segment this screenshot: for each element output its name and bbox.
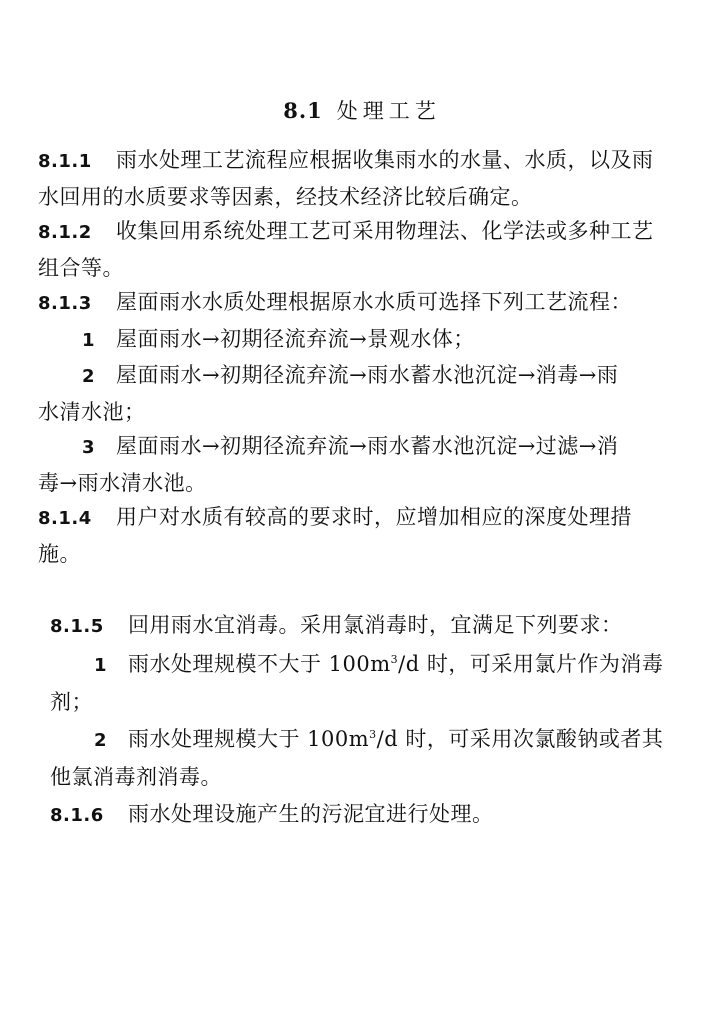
section-number: 8.1 — [283, 98, 323, 123]
clause-8-1-2-line2: 组合等。 — [38, 255, 124, 280]
clause-text: 用户对水质有较高的要求时，应增加相应的深度处理措 — [116, 505, 632, 529]
item-number: 2 — [82, 366, 96, 387]
clause-8-1-5-line1 — [50, 607, 672, 646]
clause-text: 雨水处理设施产生的污泥宜进行处理。 — [128, 801, 494, 826]
clauses-upper — [38, 143, 660, 571]
item-text: 屋面雨水→初期径流弃流→雨水蓄水池沉淀→消毒→雨 — [116, 363, 619, 387]
item-number: 1 — [94, 654, 108, 676]
clause-8-1-4-line1 — [38, 500, 660, 537]
clause-number: 8.1.5 — [50, 616, 104, 637]
superscript: 3 — [369, 727, 377, 741]
clause-8-1-5-item2 — [50, 721, 672, 760]
clause-8-1-1-line2: 水回用的水质要求等因素，经技术经济比较后确定。 — [38, 184, 533, 209]
section-title — [0, 96, 724, 126]
clause-text: 屋面雨水水质处理根据原水水质可选择下列工艺流程： — [116, 290, 632, 314]
item-text-pre: 雨水处理规模大于 100m — [128, 726, 370, 751]
superscript: 3 — [390, 652, 399, 666]
item-number: 3 — [82, 437, 96, 458]
clauses-lower — [50, 607, 672, 834]
clause-8-1-3-item2-cont: 水清水池； — [38, 399, 146, 424]
item-text-post: /d 时，可采用次氯酸钠或者其 — [376, 726, 664, 751]
item-text-pre: 雨水处理规模不大于 100m — [128, 651, 391, 676]
clause-text: 雨水处理工艺流程应根据收集雨水的水量、水质，以及雨 — [116, 148, 654, 172]
item-text-post: /d 时，可采用氯片作为消毒 — [398, 651, 664, 676]
clause-number: 8.1.4 — [38, 508, 92, 529]
clause-8-1-3-line1 — [38, 285, 660, 322]
clause-number: 8.1.1 — [38, 151, 92, 172]
clause-number: 8.1.6 — [50, 804, 104, 826]
clause-8-1-3-item2 — [38, 358, 660, 395]
item-number: 2 — [94, 729, 108, 751]
section-heading: 处理工艺 — [336, 99, 441, 123]
clause-8-1-3-item3 — [38, 429, 660, 466]
clause-8-1-2-line1 — [38, 214, 660, 251]
clause-8-1-4-line2: 施。 — [38, 541, 81, 566]
clause-number: 8.1.2 — [38, 222, 92, 243]
clause-text: 回用雨水宜消毒。采用氯消毒时，宜满足下列要求： — [128, 613, 623, 637]
item-number: 1 — [82, 329, 96, 351]
clause-8-1-5-item1 — [50, 646, 672, 685]
item-text: 屋面雨水→初期径流弃流→景观水体； — [116, 326, 475, 351]
clause-8-1-3-item1 — [38, 322, 660, 359]
clause-8-1-3-item3-cont: 毒→雨水清水池。 — [38, 470, 207, 495]
clause-number: 8.1.3 — [38, 293, 92, 314]
clause-8-1-5-item1-cont: 剂； — [50, 690, 93, 714]
clause-8-1-6-line1 — [50, 796, 672, 835]
clause-8-1-5-item2-cont: 他氯消毒剂消毒。 — [50, 765, 222, 789]
clause-text: 收集回用系统处理工艺可采用物理法、化学法或多种工艺 — [116, 219, 654, 243]
clause-8-1-1-line1 — [38, 143, 660, 180]
item-text: 屋面雨水→初期径流弃流→雨水蓄水池沉淀→过滤→消 — [116, 434, 619, 458]
